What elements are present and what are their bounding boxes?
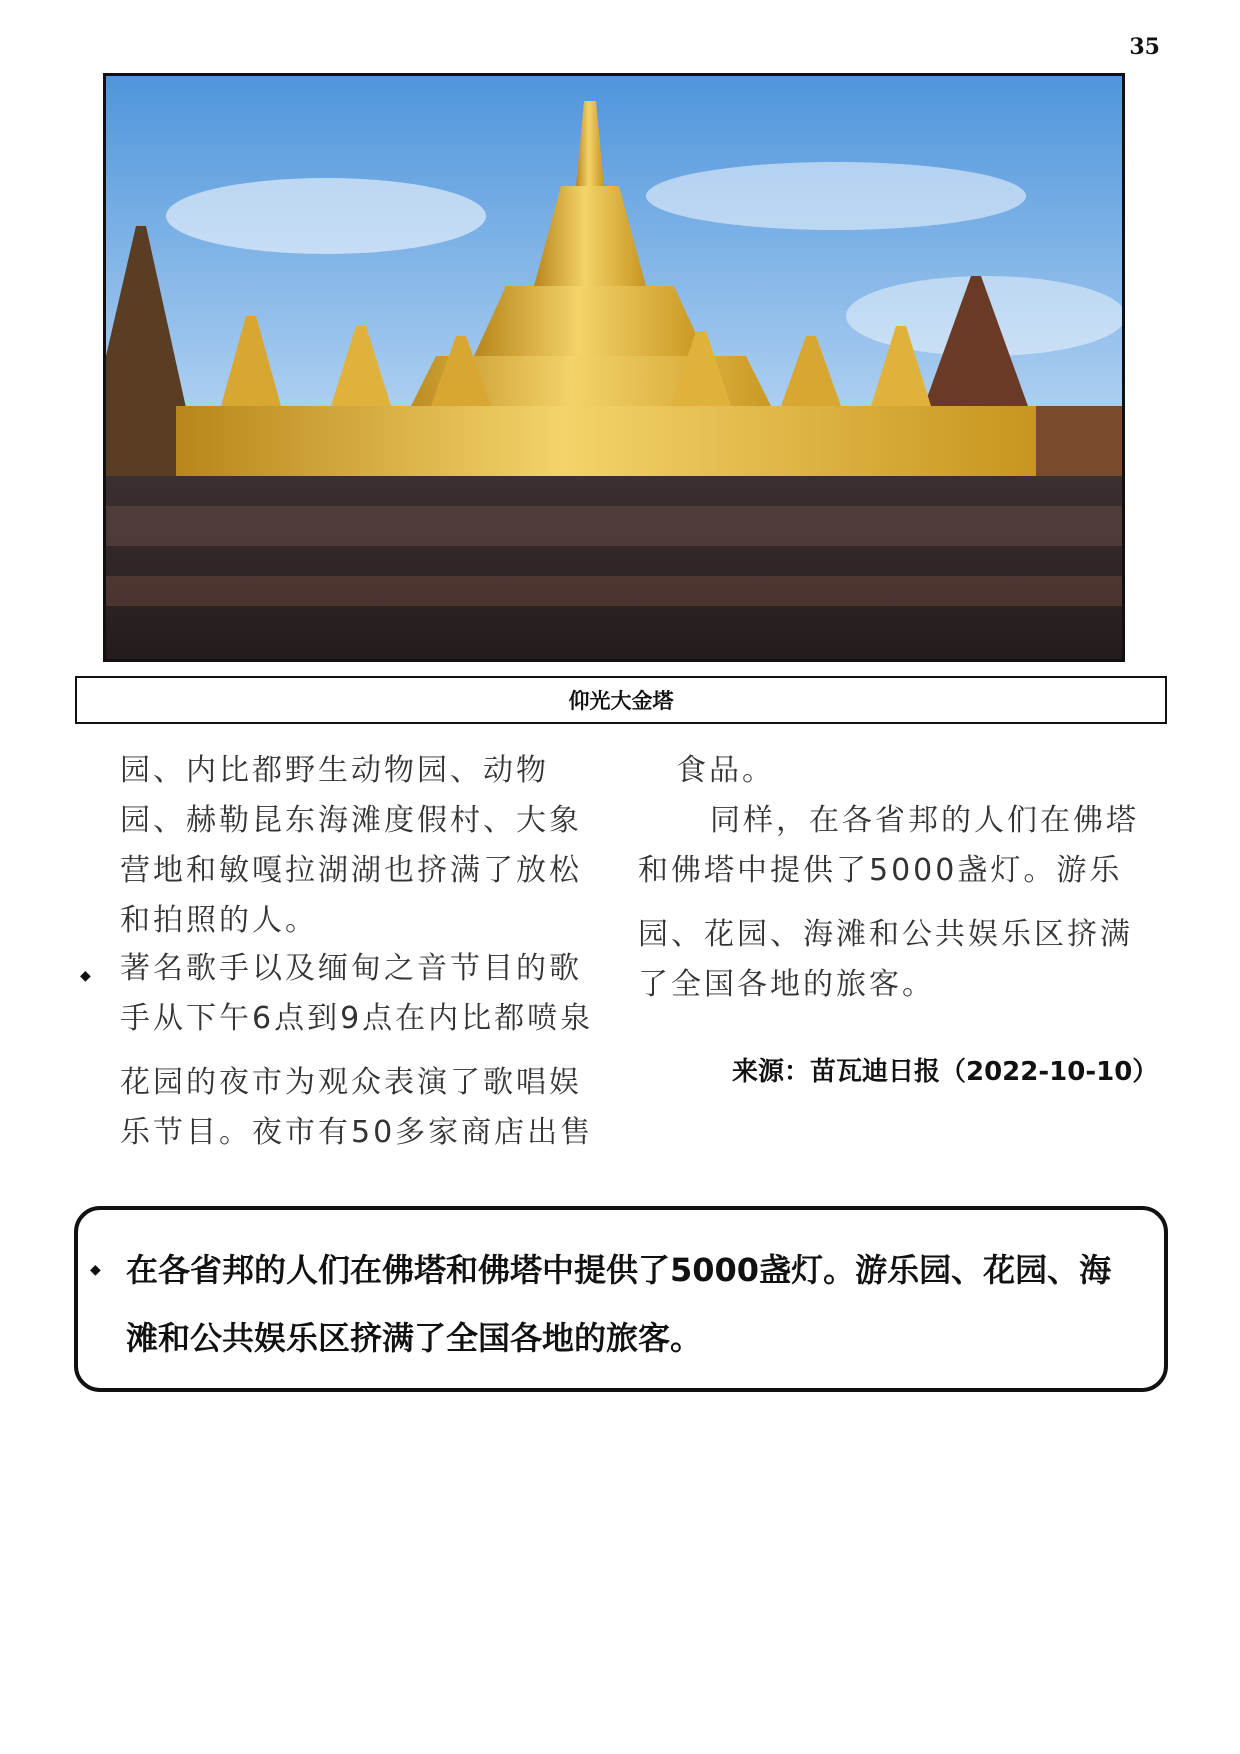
photo-caption: 仰光大金塔	[75, 676, 1167, 724]
pagoda-photo	[103, 73, 1125, 662]
highlight-text: 在各省邦的人们在佛塔和佛塔中提供了5000盏灯。游乐园、花园、海 滩和公共娱乐区挤满了全国各地的旅客。	[126, 1251, 1112, 1357]
source-line: 来源：苗瓦迪日报（2022-10-10）	[732, 1057, 1159, 1087]
left-paragraph-2: 著名歌手以及缅甸之音节目的歌 手从下午6点到9点在内比都喷泉	[120, 951, 594, 1036]
page-number: 35	[1129, 34, 1160, 60]
left-paragraph-1: 园、内比都野生动物园、动物 园、赫勒昆东海滩度假村、大象 营地和敏嘎拉湖湖也挤满了放松 和拍照的人。	[120, 753, 582, 938]
bullet-icon: ◆	[80, 968, 91, 984]
bullet-icon: ◆	[90, 1262, 101, 1278]
right-paragraph-1: 食品。 同样，在各省邦的人们在佛塔 和佛塔中提供了5000盏灯。游乐	[638, 753, 1139, 888]
left-paragraph-3: 花园的夜市为观众表演了歌唱娱 乐节目。夜市有50多家商店出售	[120, 1065, 594, 1150]
right-paragraph-2: 园、花园、海滩和公共娱乐区挤满 了全国各地的旅客。	[638, 917, 1133, 1002]
shwedagon-pagoda-image	[106, 76, 1122, 659]
